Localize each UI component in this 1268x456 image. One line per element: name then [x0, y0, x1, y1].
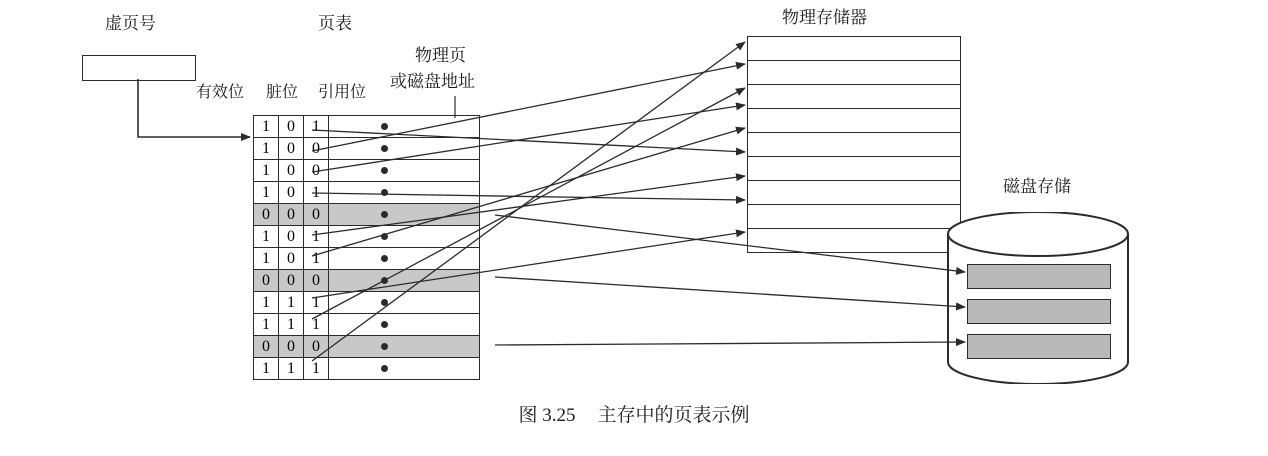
- cell-dirty: 0: [279, 116, 304, 138]
- cell-dirty: 0: [279, 204, 304, 226]
- label-virtual-page-number: 虚页号: [105, 14, 156, 33]
- label-page-table: 页表: [318, 14, 352, 33]
- label-valid-bit: 有效位: [196, 84, 245, 101]
- cell-valid: 0: [254, 204, 279, 226]
- label-disk-storage: 磁盘存储: [1003, 177, 1071, 196]
- label-dirty-bit: 脏位: [266, 84, 299, 101]
- arrow-entry-to-memory: [312, 232, 745, 298]
- cell-valid: 1: [254, 292, 279, 314]
- cell-ref: 1: [304, 226, 329, 248]
- arrow-entry-to-disk: [495, 277, 965, 307]
- label-physical-page-line1: 物理页: [415, 46, 466, 65]
- cell-ref: 1: [304, 292, 329, 314]
- label-physical-memory: 物理存储器: [782, 8, 867, 27]
- cell-valid: 1: [254, 116, 279, 138]
- arrow-entry-to-memory: [312, 130, 745, 152]
- cell-dirty: 1: [279, 358, 304, 380]
- arrow-entry-to-disk: [495, 342, 965, 345]
- arrow-entry-to-memory: [312, 176, 745, 235]
- caption-number: 图 3.25: [518, 405, 576, 426]
- cell-ref: 1: [304, 182, 329, 204]
- arrow-entry-to-memory: [312, 42, 745, 361]
- cell-valid: 1: [254, 358, 279, 380]
- label-reference-bit: 引用位: [318, 84, 367, 101]
- cell-ref: 0: [304, 138, 329, 160]
- cell-dirty: 0: [279, 336, 304, 358]
- cell-valid: 1: [254, 314, 279, 336]
- cell-dirty: 0: [279, 160, 304, 182]
- cell-ref: 1: [304, 116, 329, 138]
- arrow-entry-to-memory: [312, 88, 745, 319]
- cell-ref: 0: [304, 160, 329, 182]
- cell-valid: 1: [254, 138, 279, 160]
- caption-text: 主存中的页表示例: [597, 405, 750, 426]
- arrow-entry-to-disk: [495, 215, 965, 272]
- cell-ref: 0: [304, 336, 329, 358]
- cell-ref: 0: [304, 270, 329, 292]
- cell-dirty: 0: [279, 182, 304, 204]
- cell-valid: 0: [254, 336, 279, 358]
- cell-valid: 1: [254, 248, 279, 270]
- cell-valid: 0: [254, 270, 279, 292]
- cell-dirty: 0: [279, 138, 304, 160]
- cell-dirty: 0: [279, 270, 304, 292]
- cell-dirty: 0: [279, 226, 304, 248]
- cell-dirty: 0: [279, 248, 304, 270]
- figure-caption: [0, 400, 1268, 427]
- cell-dirty: 1: [279, 292, 304, 314]
- cell-dirty: 1: [279, 314, 304, 336]
- label-physical-page-line2: 或磁盘地址: [390, 72, 475, 91]
- arrow-vpn-to-table: [138, 79, 250, 137]
- cell-ref: 1: [304, 314, 329, 336]
- cell-valid: 1: [254, 182, 279, 204]
- cell-ref: 1: [304, 248, 329, 270]
- cell-ref: 0: [304, 204, 329, 226]
- arrow-entry-to-memory: [312, 193, 745, 200]
- cell-valid: 1: [254, 160, 279, 182]
- cell-valid: 1: [254, 226, 279, 248]
- cell-ref: 1: [304, 358, 329, 380]
